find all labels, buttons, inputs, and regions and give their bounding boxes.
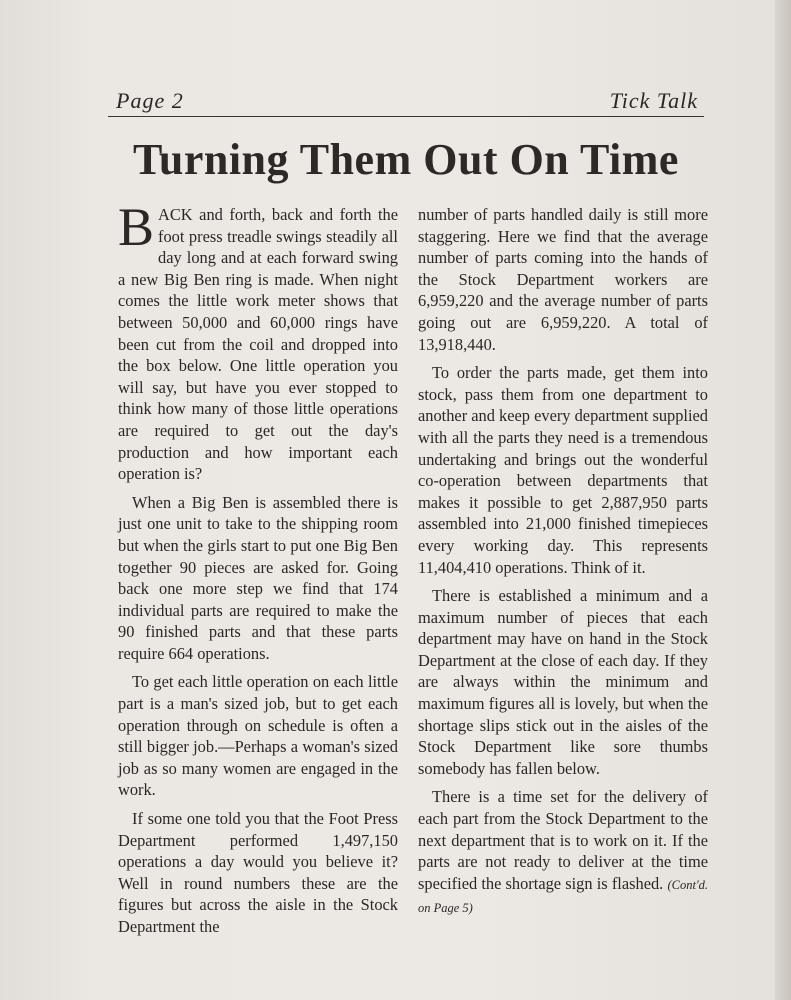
binding-edge xyxy=(775,0,791,1000)
paragraph: There is established a minimum and a maximum number of pieces that each department may have on hand in the Stock Department at the close of each day. If they are always within the minimum and maximum figures all is lovely, but when the shortage slips stick out in the aisles of the Stock Department like sore thumbs somebody has fallen below. xyxy=(418,586,708,778)
paragraph xyxy=(418,786,708,920)
publication-title: Tick Talk xyxy=(609,88,698,113)
drop-cap: B xyxy=(118,197,155,257)
running-header xyxy=(108,86,704,117)
paragraph: number of parts handled daily is still more staggering. Here we find that the average number of parts coming into the hands of the Stock Department workers are 6,959,220 and the average number of parts going out are 6,959,220. A total of 13,918,440. xyxy=(418,205,708,354)
paragraph-text: There is a time set for the delivery of each part from the Stock Department to the next department that is to work on it. If the parts are not ready to deliver at the time specified the shortage sign is flashed. xyxy=(418,787,708,893)
paragraph: To order the parts made, get them into stock, pass them from one department to another and keep every department supplied with all the parts they need is a tremendous undertaking and brings out the wonderful co-operation between departments that makes it possible to get 2,887,950 parts assembled into 21,000 finished timepieces every working day. This represents 11,404,410 operations. Think of it. xyxy=(418,363,708,577)
paragraph-text: ACK and forth, back and forth the foot press treadle swings steadily all day long and at each forward swing a new Big Ben ring is made. When night comes the little work meter shows that between 50,000 and 60,000 rings have been cut from the coil and dropped into the box below. One little operation you will say, but have you ever stopped to think how many of those little operations are required to get out the day's production and how important each operation is? xyxy=(118,205,398,484)
page-number: Page 2 xyxy=(116,88,184,113)
paragraph: When a Big Ben is assembled there is just one unit to take to the shipping room but when the girls start to put one Big Ben together 90 pieces are asked for. Going back one more step we find that 174 individual parts are required to make the 90 finished parts and that these parts require 664 operations. xyxy=(118,492,398,663)
paragraph xyxy=(118,197,398,485)
article-title: Turning Them Out On Time xyxy=(133,135,679,184)
left-column xyxy=(118,197,398,945)
paragraph: If some one told you that the Foot Press Department performed 1,497,150 operations a day would you believe it? Well in round numbers these are the figures but across the aisle in the Stock Department the xyxy=(118,809,398,936)
continued-note: (Cont'd. on Page 5) xyxy=(418,877,708,916)
paragraph: To get each little operation on each little part is a man's sized job, but to get each operation through on schedule is often a still bigger job.—Perhaps a woman's sized job as so many women are engaged in the work. xyxy=(118,672,398,800)
right-column xyxy=(418,204,708,927)
